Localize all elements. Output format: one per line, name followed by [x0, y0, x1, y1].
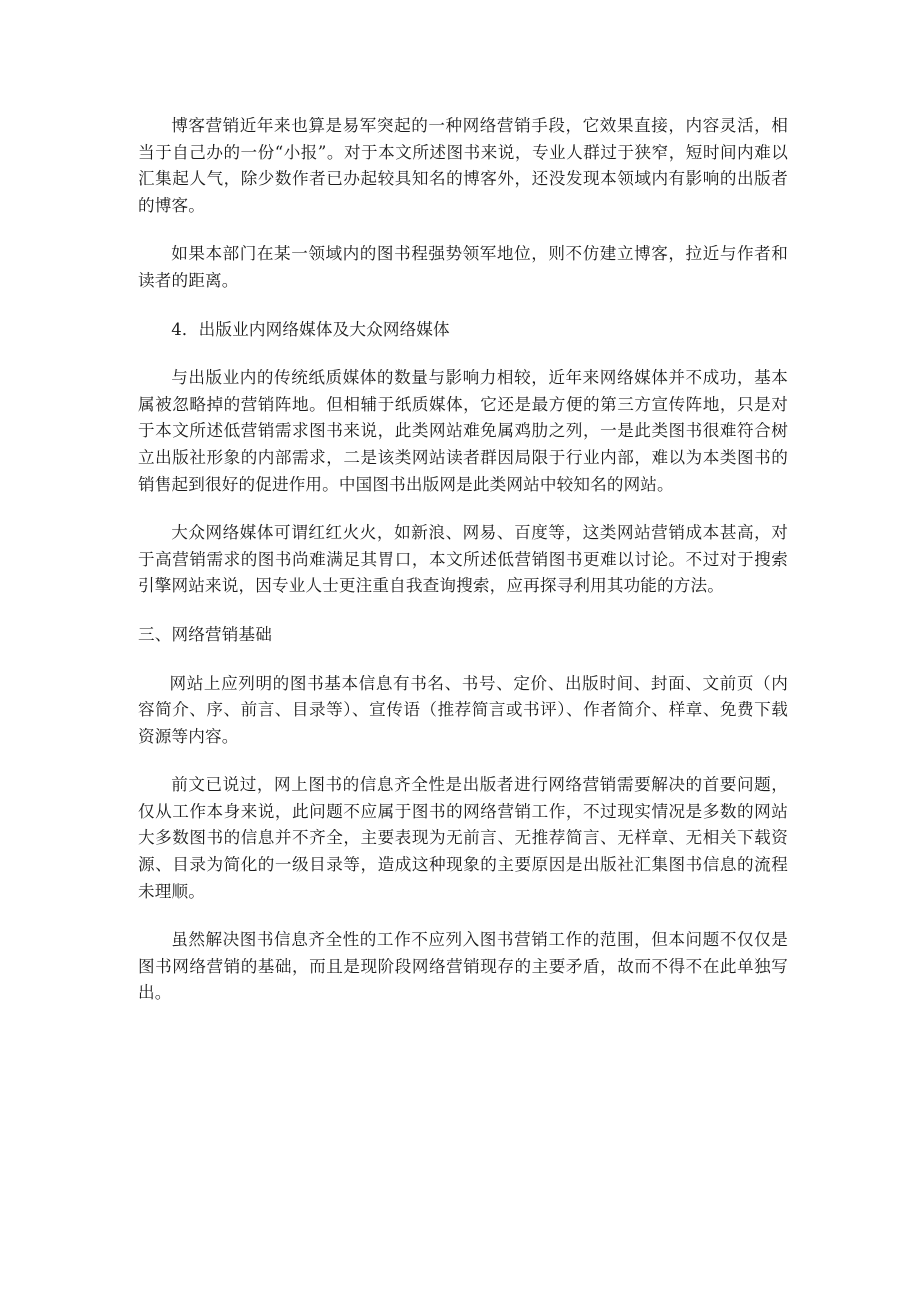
paragraph-industry-media: 与出版业内的传统纸质媒体的数量与影响力相较，近年来网络媒体并不成功，基本属被忽略掉的营销阵地。但相辅于纸质媒体，它还是最方便的第三方宣传阵地，只是对于本文所述低营销需求图书来说，此类网站难免属鸡肋之列，一是此类图书很难符合树立出版社形象的内部需求，二是该类网站读者群因局限于行业内部，难以为本类图书的销售起到很好的促进作用。中国图书出版网是此类网站中较知名的网站。: [138, 368, 788, 494]
paragraph-blog-suggestion: 如果本部门在某一领域内的图书程强势领军地位，则不仿建立博客，拉近与作者和读者的距离。: [138, 244, 788, 290]
heading-network-media: 4．出版业内网络媒体及大众网络媒体: [171, 319, 450, 339]
document-body: [138, 113, 788, 1029]
paragraph-conclusion: 虽然解决图书信息齐全性的工作不应列入图书营销工作的范围，但本问题不仅仅是图书网络营销的基础，而且是现阶段网络营销现存的主要矛盾，故而不得不在此单独写出。: [138, 930, 788, 1003]
heading-section-three: 三、网络营销基础: [138, 624, 272, 644]
paragraph-blog-marketing: 博客营销近年来也算是易军突起的一种网络营销手段，它效果直接，内容灵活，相当于自己办的一份“小报”。对于本文所述图书来说，专业人群过于狭窄，短时间内难以汇集起人气，除少数作者已办起较具知名的博客外，还没发现本领域内有影响的出版者的博客。: [138, 116, 788, 215]
paragraph-basic-info: 网站上应列明的图书基本信息有书名、书号、定价、出版时间、封面、文前页（内容简介、序、前言、目录等）、宣传语（推荐简言或书评）、作者简介、样章、免费下载资源等内容。: [138, 673, 788, 746]
paragraph-info-completeness: 前文已说过，网上图书的信息齐全性是出版者进行网络营销需要解决的首要问题，仅从工作本身来说，此问题不应属于图书的网络营销工作，不过现实情况是多数的网站大多数图书的信息并不齐全，主要表现为无前言、无推荐简言、无样章、无相关下载资源、目录为简化的一级目录等，造成这种现象的主要原因是出版社汇集图书信息的流程未理顺。: [138, 775, 788, 901]
paragraph-mass-media: 大众网络媒体可谓红红火火，如新浪、网易、百度等，这类网站营销成本甚高，对于高营销需求的图书尚难满足其胃口，本文所述低营销图书更难以讨论。不过对于搜索引擎网站来说，因专业人士更注重自我查询搜索，应再探寻利用其功能的方法。: [138, 523, 788, 596]
